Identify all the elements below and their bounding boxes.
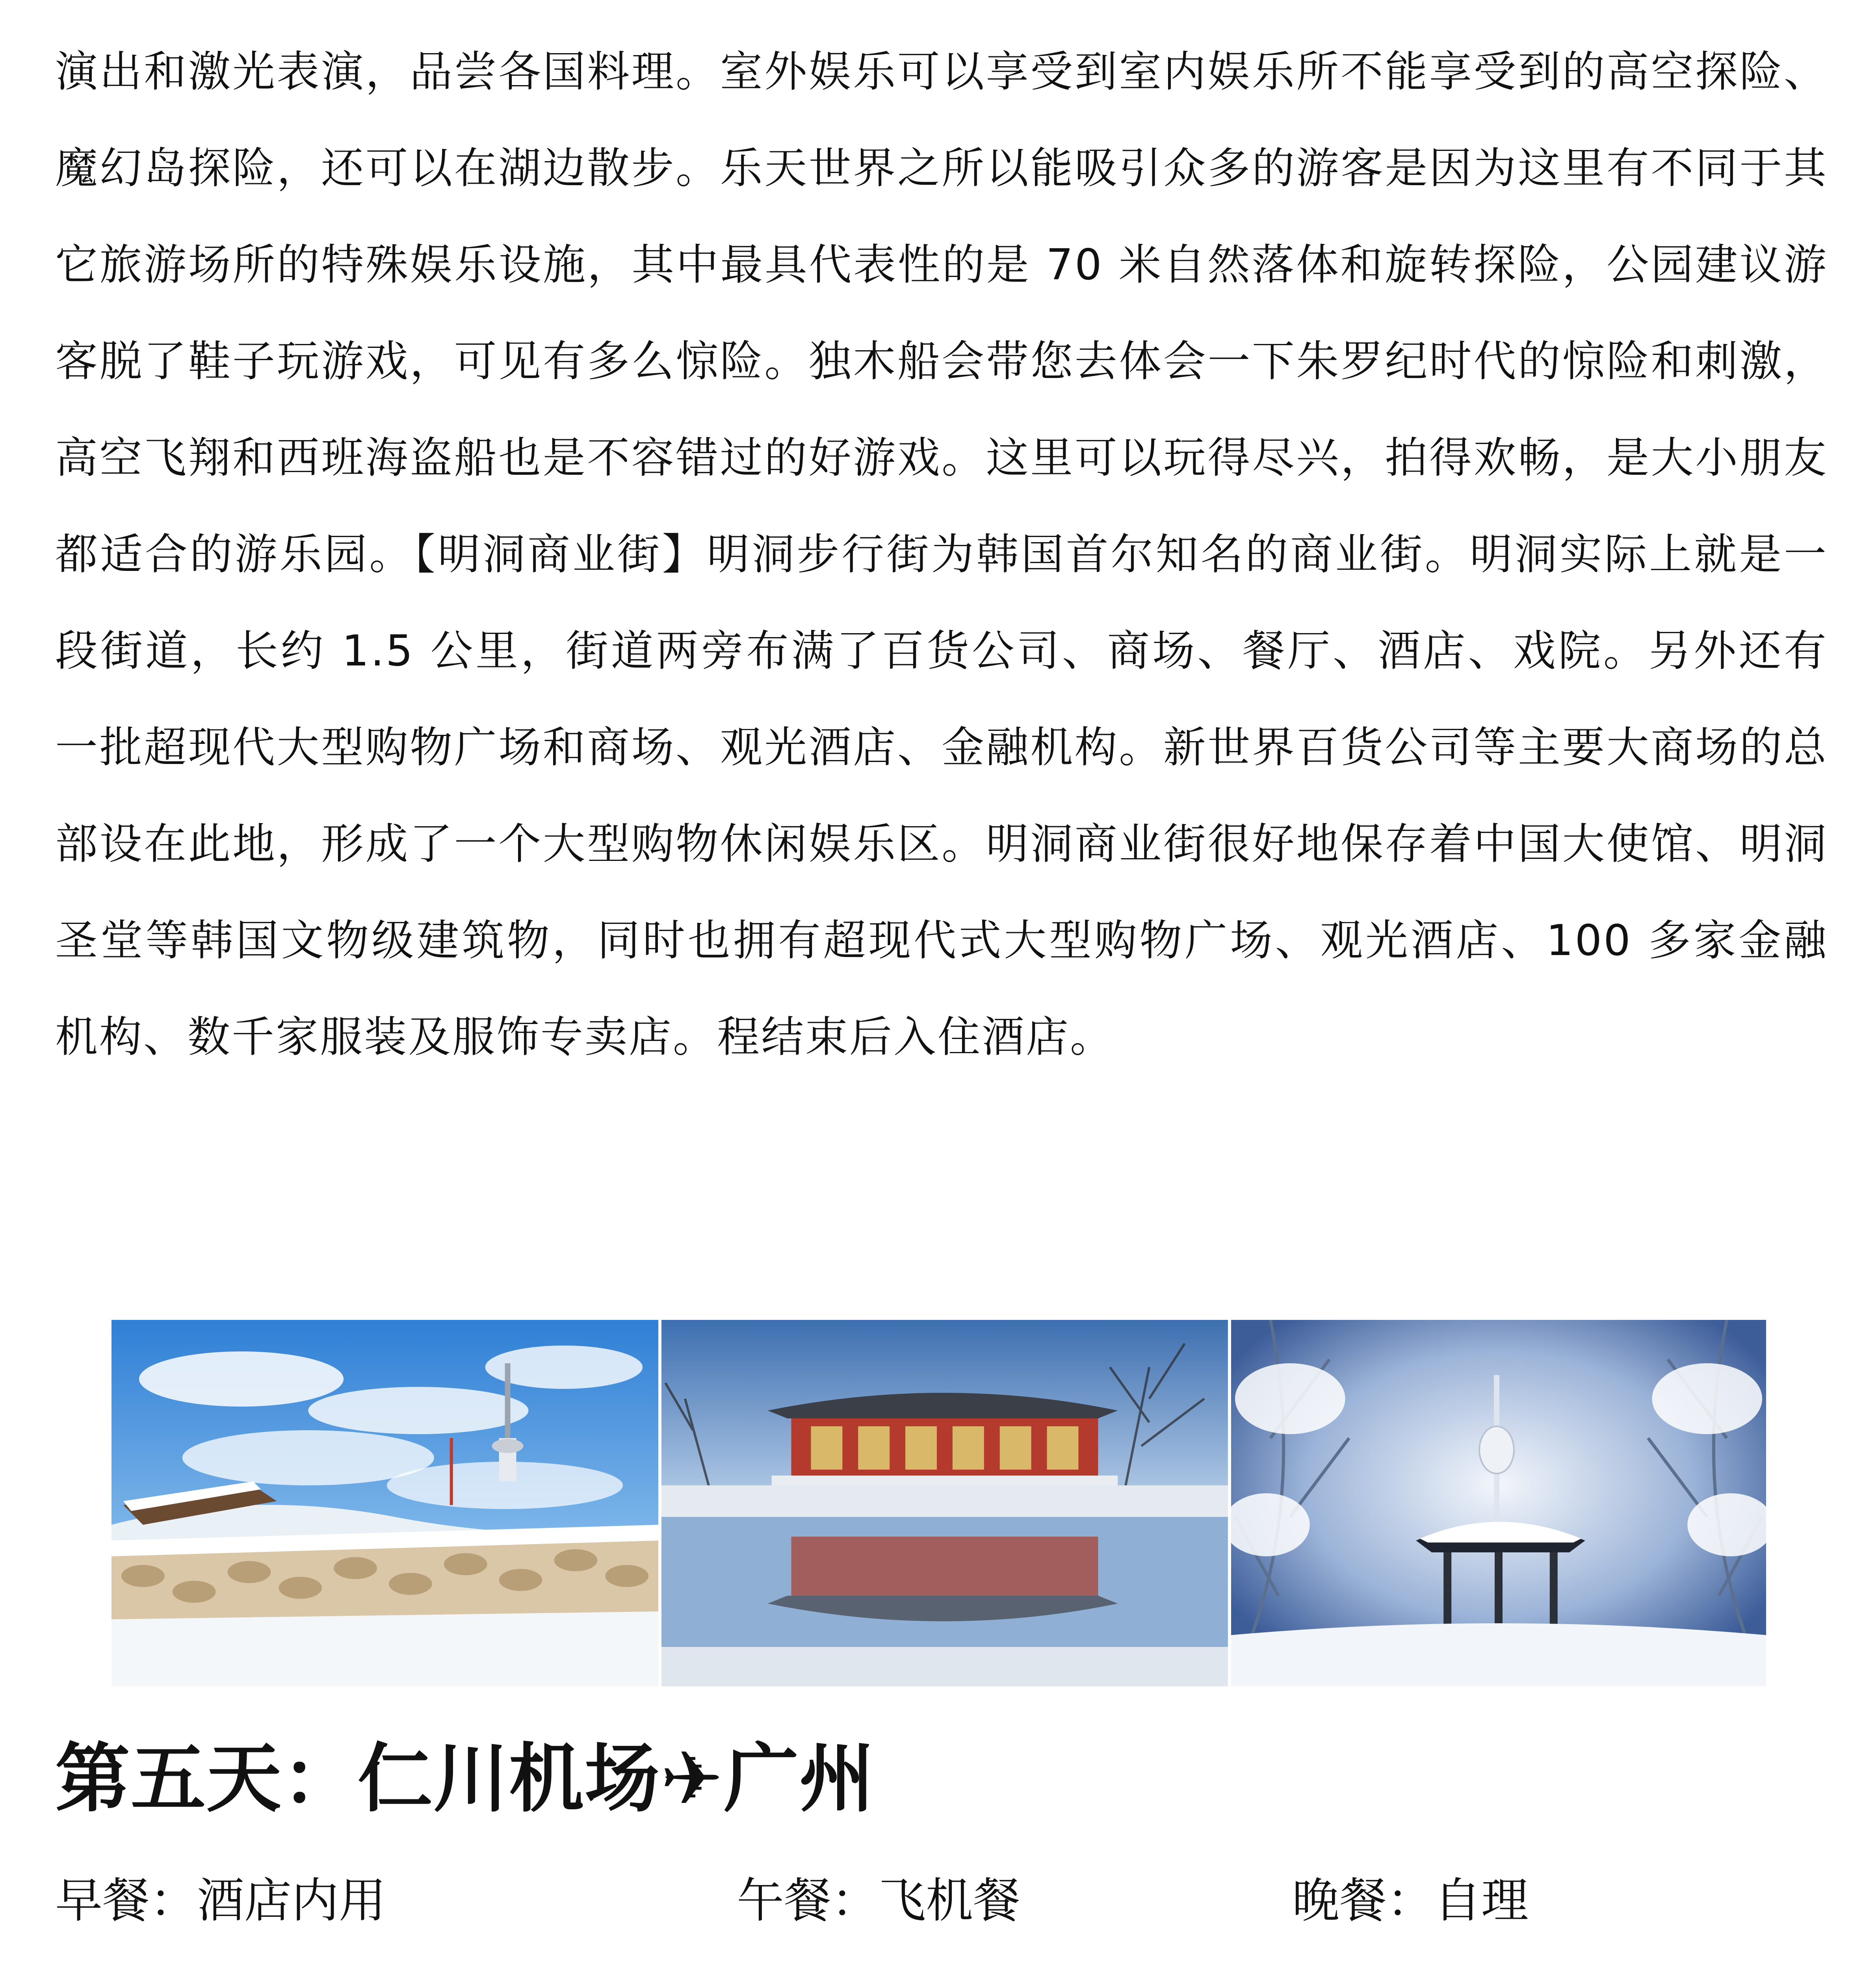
day4-description: 演出和激光表演，品尝各国料理。室外娱乐可以享受到室内娱乐所不能享受到的高空探险、魔幻岛探险，还可以在湖边散步。乐天世界之所以能吸引众多的游客是因为这里有不同于其它旅游场所的特殊娱乐设施，其中最具代表性的是 70 米自然落体和旋转探险，公园建议游客脱了鞋子玩游戏，可见有多么惊险。独木船会带您去体会一下朱罗纪时代的惊险和刺激，高空飞翔和西班海盗船也是不容错过的好游戏。这里可以玩得尽兴，拍得欢畅，是大小朋友都适合的游乐园。【明洞商业街】明洞步行街为韩国首尔知名的商业街。明洞实际上就是一段街道，长约 1.5 公里，街道两旁布满了百货公司、商场、餐厅、酒店、戏院。另外还有一批超现代大型购物广场和商场、观光酒店、金融机构。新世界百货公司等主要大商场的总部设在此地，形成了一个大型购物休闲娱乐区。明洞商业街很好地保存着中国大使馆、明洞圣堂等韩国文物级建筑物，同时也拥有超现代式大型购物广场、观光酒店、100 多家金融机构、数千家服装及服饰专卖店。程结束后入住酒店。 bbox=[55, 47, 1828, 1062]
photo-snow-tower-pavilion bbox=[1231, 1320, 1766, 1686]
photo-seoul-tower-wall bbox=[111, 1320, 658, 1686]
dinner-info: 晚餐：自理 bbox=[1292, 1873, 1529, 1928]
lunch-info: 午餐：飞机餐 bbox=[737, 1873, 1020, 1928]
day5-title: 第五天：仁川机场✈广州 bbox=[55, 1735, 875, 1822]
breakfast-info: 早餐：酒店内用 bbox=[55, 1873, 386, 1928]
meal-info bbox=[55, 1868, 1828, 1935]
photo-palace-reflection bbox=[661, 1320, 1228, 1686]
photo-strip bbox=[111, 1320, 1766, 1686]
